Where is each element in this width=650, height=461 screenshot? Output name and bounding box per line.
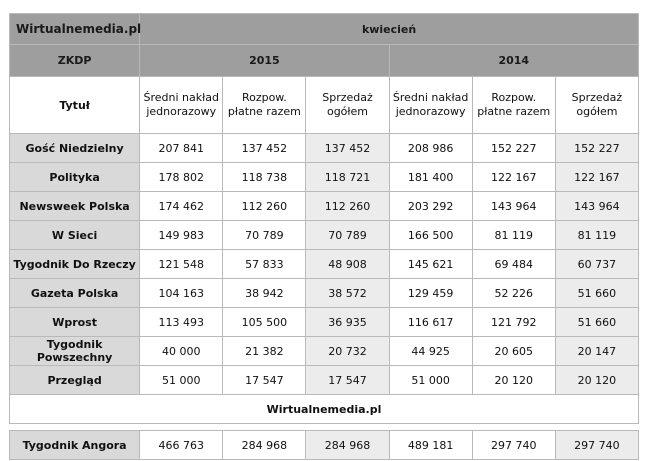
spacer-row (10, 424, 639, 431)
cell-value: 20 120 (472, 366, 555, 395)
row-title: Polityka (10, 163, 140, 192)
cell-value: 51 000 (140, 366, 223, 395)
column-header: Średni nakład jednorazowy (140, 77, 223, 134)
table-row (10, 279, 639, 308)
cell-value: 51 000 (389, 366, 472, 395)
cell-value: 20 732 (306, 337, 389, 366)
cell-value: 51 660 (555, 308, 638, 337)
year-2014-label: 2014 (389, 45, 638, 77)
column-header-row (10, 77, 639, 134)
cell-value: 17 547 (223, 366, 306, 395)
table-row (10, 192, 639, 221)
cell-value: 152 227 (555, 134, 638, 163)
row-title: Tygodnik Angora (10, 431, 140, 460)
cell-value: 52 226 (472, 279, 555, 308)
brand-label: Wirtualnemedia.pl (10, 14, 140, 45)
table-row (10, 250, 639, 279)
month-label: kwiecień (140, 14, 639, 45)
cell-value: 40 000 (140, 337, 223, 366)
cell-value: 70 789 (223, 221, 306, 250)
table-row (10, 221, 639, 250)
cell-value: 44 925 (389, 337, 472, 366)
cell-value: 69 484 (472, 250, 555, 279)
cell-value: 70 789 (306, 221, 389, 250)
row-title: Przegląd (10, 366, 140, 395)
cell-value: 121 792 (472, 308, 555, 337)
cell-value: 143 964 (555, 192, 638, 221)
cell-value: 129 459 (389, 279, 472, 308)
row-title: Tygodnik Do Rzeczy (10, 250, 140, 279)
column-header: Sprzedaż ogółem (306, 77, 389, 134)
cell-value: 105 500 (223, 308, 306, 337)
cell-value: 297 740 (472, 431, 555, 460)
column-header: Sprzedaż ogółem (555, 77, 638, 134)
cell-value: 36 935 (306, 308, 389, 337)
cell-value: 118 721 (306, 163, 389, 192)
cell-value: 113 493 (140, 308, 223, 337)
cell-value: 60 737 (555, 250, 638, 279)
row-title: Gazeta Polska (10, 279, 140, 308)
cell-value: 48 908 (306, 250, 389, 279)
cell-value: 137 452 (306, 134, 389, 163)
cell-value: 81 119 (555, 221, 638, 250)
cell-value: 116 617 (389, 308, 472, 337)
table-row (10, 163, 639, 192)
cell-value: 112 260 (306, 192, 389, 221)
row-title: Tygodnik Powszechny (10, 337, 140, 366)
row-title: Newsweek Polska (10, 192, 140, 221)
row-title: Wprost (10, 308, 140, 337)
column-header: Rozpow. płatne razem (472, 77, 555, 134)
cell-value: 145 621 (389, 250, 472, 279)
table-row (10, 366, 639, 395)
cell-value: 143 964 (472, 192, 555, 221)
cell-value: 466 763 (140, 431, 223, 460)
footer-brand-label: Wirtualnemedia.pl (10, 395, 639, 424)
row-title: Gość Niedzielny (10, 134, 140, 163)
cell-value: 297 740 (555, 431, 638, 460)
cell-value: 57 833 (223, 250, 306, 279)
cell-value: 21 382 (223, 337, 306, 366)
brand-footer-row (10, 395, 639, 424)
cell-value: 174 462 (140, 192, 223, 221)
circulation-table-container (9, 13, 639, 460)
year-2015-label: 2015 (140, 45, 389, 77)
cell-value: 17 547 (306, 366, 389, 395)
cell-value: 51 660 (555, 279, 638, 308)
table-row (10, 134, 639, 163)
column-header: Rozpow. płatne razem (223, 77, 306, 134)
cell-value: 181 400 (389, 163, 472, 192)
cell-value: 122 167 (555, 163, 638, 192)
header-row-month (10, 14, 639, 45)
cell-value: 112 260 (223, 192, 306, 221)
circulation-table (9, 13, 639, 460)
cell-value: 20 147 (555, 337, 638, 366)
cell-value: 104 163 (140, 279, 223, 308)
table-row (10, 308, 639, 337)
cell-value: 20 605 (472, 337, 555, 366)
cell-value: 166 500 (389, 221, 472, 250)
table-row (10, 337, 639, 366)
cell-value: 207 841 (140, 134, 223, 163)
spacer-cell (10, 424, 639, 431)
table-row (10, 431, 639, 460)
cell-value: 81 119 (472, 221, 555, 250)
cell-value: 284 968 (306, 431, 389, 460)
column-header: Średni nakład jednorazowy (389, 77, 472, 134)
cell-value: 178 802 (140, 163, 223, 192)
cell-value: 122 167 (472, 163, 555, 192)
cell-value: 118 738 (223, 163, 306, 192)
cell-value: 121 548 (140, 250, 223, 279)
cell-value: 489 181 (389, 431, 472, 460)
cell-value: 203 292 (389, 192, 472, 221)
cell-value: 20 120 (555, 366, 638, 395)
cell-value: 208 986 (389, 134, 472, 163)
cell-value: 38 942 (223, 279, 306, 308)
cell-value: 137 452 (223, 134, 306, 163)
cell-value: 152 227 (472, 134, 555, 163)
row-title: W Sieci (10, 221, 140, 250)
header-row-years (10, 45, 639, 77)
cell-value: 284 968 (223, 431, 306, 460)
cell-value: 149 983 (140, 221, 223, 250)
cell-value: 38 572 (306, 279, 389, 308)
source-label: ZKDP (10, 45, 140, 77)
title-column-header: Tytuł (10, 77, 140, 134)
